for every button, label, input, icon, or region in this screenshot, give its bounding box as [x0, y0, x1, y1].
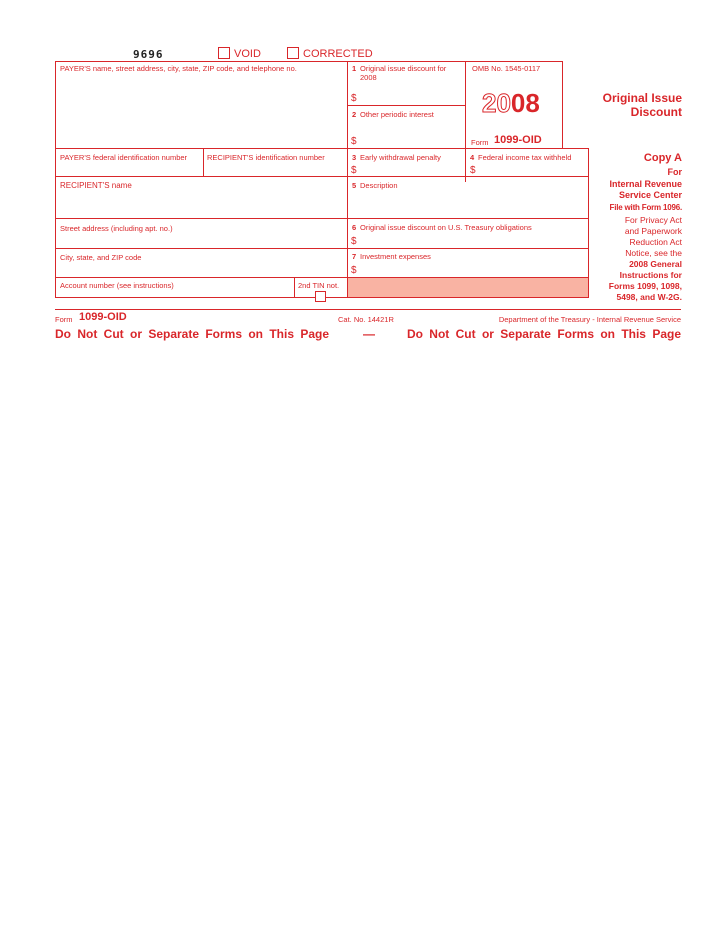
- recipient-id-field[interactable]: [205, 162, 345, 175]
- box6-field[interactable]: [360, 234, 584, 247]
- footer-form-name: 1099-OID: [79, 311, 127, 323]
- box4-label: Federal income tax withheld: [478, 153, 572, 162]
- box5-field[interactable]: [352, 192, 584, 216]
- cat-number: Cat. No. 14421R: [338, 315, 394, 324]
- city-label: City, state, and ZIP code: [60, 253, 142, 262]
- box4-dollar: $: [470, 165, 476, 176]
- warning-left: Do Not Cut or Separate Forms on This Page: [55, 327, 330, 341]
- city-field[interactable]: [57, 263, 345, 276]
- box1-dollar: $: [351, 93, 357, 104]
- warning-right: Do Not Cut or Separate Forms on This Page: [406, 327, 681, 341]
- payer-name-field[interactable]: [57, 76, 345, 146]
- side-privacy1: For Privacy Act: [624, 215, 682, 225]
- box7-number: 7: [352, 252, 357, 261]
- payer-id-label: PAYER'S federal identification number: [60, 153, 188, 162]
- form-word: Form: [471, 138, 489, 147]
- account-label: Account number (see instructions): [60, 281, 174, 290]
- corrected-checkbox[interactable]: [287, 47, 299, 59]
- payer-id-field[interactable]: [57, 162, 201, 175]
- tax-year: [482, 89, 540, 117]
- void-label: VOID: [234, 48, 261, 60]
- box3-dollar: $: [351, 165, 357, 176]
- footer-form-word: Form: [55, 315, 73, 324]
- void-checkbox[interactable]: [218, 47, 230, 59]
- form-name: 1099-OID: [494, 134, 542, 146]
- box5-label: Description: [360, 181, 398, 190]
- street-label: Street address (including apt. no.): [60, 224, 173, 233]
- side-irs-line2: Service Center: [618, 190, 682, 200]
- box7-field[interactable]: [360, 263, 584, 276]
- box4-number: 4: [470, 153, 475, 162]
- box5-number: 5: [352, 181, 357, 190]
- box6-dollar: $: [351, 236, 357, 247]
- tin-checkbox[interactable]: [315, 291, 326, 302]
- box2-dollar: $: [351, 136, 357, 147]
- side-privacy4: Notice, see the: [625, 248, 682, 258]
- box2-number: 2: [352, 110, 357, 119]
- box7-dollar: $: [351, 265, 357, 276]
- street-field[interactable]: [57, 234, 345, 247]
- corrected-label: CORRECTED: [303, 48, 373, 60]
- recipient-id-label: RECIPIENT'S identification number: [207, 153, 325, 162]
- box3-field[interactable]: [360, 163, 460, 175]
- side-privacy6: Instructions for: [619, 270, 682, 280]
- side-privacy3: Reduction Act: [629, 237, 682, 247]
- side-privacy5: 2008 General: [629, 259, 682, 269]
- side-irs-line1: Internal Revenue: [609, 179, 682, 189]
- omb-number: OMB No. 1545-0117: [472, 64, 541, 73]
- box6-number: 6: [352, 223, 357, 232]
- box7-label: Investment expenses: [360, 252, 431, 261]
- side-privacy7: Forms 1099, 1098,: [608, 281, 682, 291]
- year-solid: 08: [510, 88, 540, 118]
- form-code: 9696: [133, 48, 164, 61]
- side-title-line2: Discount: [630, 105, 682, 119]
- side-file-with: File with Form 1096.: [609, 203, 682, 212]
- box1-field[interactable]: [360, 90, 460, 104]
- payer-name-label: PAYER'S name, street address, city, state, ZIP code, and telephone no.: [60, 64, 297, 73]
- side-title-line1: Original Issue: [602, 91, 682, 105]
- recipient-name-label: RECIPIENT'S name: [60, 181, 132, 190]
- copy-a: Copy A: [643, 152, 682, 164]
- box2-label: Other periodic interest: [360, 110, 434, 119]
- box1-label: Original issue discount for 2008: [360, 64, 447, 82]
- side-for: For: [667, 167, 682, 177]
- warning-dash: —: [363, 327, 375, 341]
- box3-number: 3: [352, 153, 357, 162]
- tin-label: 2nd TIN not.: [298, 281, 340, 290]
- box4-field[interactable]: [479, 163, 584, 175]
- box3-label: Early withdrawal penalty: [360, 153, 441, 162]
- shaded-box: [348, 278, 588, 297]
- year-outline: 20: [482, 88, 511, 118]
- box2-field[interactable]: [360, 133, 460, 147]
- box1-number: 1: [352, 64, 357, 73]
- box6-label: Original issue discount on U.S. Treasury obligations: [360, 223, 532, 232]
- department: Department of the Treasury - Internal Revenue Service: [498, 315, 681, 324]
- side-privacy2: and Paperwork: [624, 226, 682, 236]
- recipient-name-field[interactable]: [57, 192, 345, 216]
- side-privacy8: 5498, and W-2G.: [616, 292, 682, 302]
- account-field[interactable]: [57, 290, 292, 297]
